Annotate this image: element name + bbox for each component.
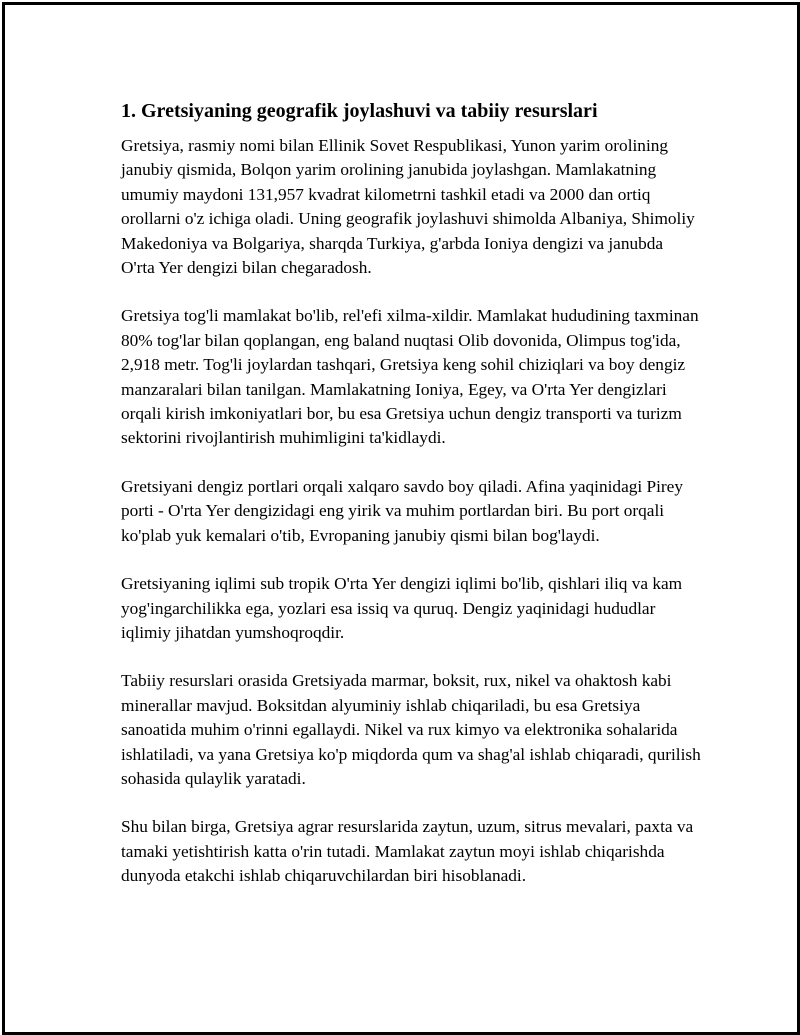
paragraph-climate: Gretsiyaning iqlimi sub tropik O'rta Yer dengizi iqlimi bo'lib, qishlari iliq va kam yog'ingarchilikka ega, yozlari esa issiq va quruq. Dengiz yaqinidagi hududlar iqlimiy jihatdan yumshoqroqdir.	[121, 574, 683, 642]
paragraph-minerals: Tabiiy resurslari orasida Gretsiyada marmar, boksit, rux, nikel va ohaktosh kabi minerallar mavjud. Boksitdan alyuminiy ishlab chiqariladi, bu esa Gretsiya sanoatida muhim o'rinni egallaydi. Nikel va rux kimyo va elektronika sohalarida ishlatiladi, va yana Gretsiya ko'p miqdorda qum va shag'al ishlab chiqaradi, qurilish sohasida qulaylik yaratadi.	[121, 671, 701, 788]
paragraph-ports: Gretsiyani dengiz portlari orqali xalqaro savdo boy qiladi. Afina yaqinidagi Pirey porti - O'rta Yer dengizidagi eng yirik va muhim portlardan biri. Bu port orqali ko'plab yuk kemalari o'tib, Evropaning janubiy qismi bilan bog'laydi.	[121, 476, 683, 545]
paragraph-relief: Gretsiya tog'li mamlakat bo'lib, rel'efi xilma-xildir. Mamlakat hududining taxminan 80% tog'lar bilan qoplangan, eng baland nuqtasi Olib dovonida, Olimpus tog'ida, 2,918 metr. Tog'li joylardan tashqari, Gretsiya keng sohil chiziqlari va boy dengiz manzaralari bilan tanilgan. Mamlakatning Ioniya, Egey, va O'rta Yer dengizlari orqali kirish imkoniyatlari bor, bu esa Gretsiya uchun dengiz transporti va turizm sektorini rivojlantirish muhimligini ta'kidlaydi.	[121, 306, 699, 448]
section-heading: 1. Gretsiyaning geografik joylashuvi va tabiiy resurslari	[121, 100, 598, 122]
paragraph-location: Gretsiya, rasmiy nomi bilan Ellinik Sovet Respublikasi, Yunon yarim orolining janubiy qismida, Bolqon yarim orolining janubida joylashgan. Mamlakatning umumiy maydoni 131,957 kvadrat kilometrni tashkil etadi va 2000 dan ortiq orollarni o'z ichiga oladi. Uning geografik joylashuvi shimolda Albaniya, Shimoliy Makedoniya va Bolgariya, sharqda Turkiya, g'arbda Ioniya dengizi va janubda O'rta Yer dengizi bilan chegaradosh.	[121, 136, 695, 278]
paragraph-agriculture: Shu bilan birga, Gretsiya agrar resurslarida zaytun, uzum, sitrus mevalari, paxta va tamaki yetishtirish katta o'rin tutadi. Mamlakat zaytun moyi ishlab chiqarishda dunyoda etakchi ishlab chiqaruvchilardan biri hisoblanadi.	[121, 817, 694, 886]
document-body	[121, 98, 701, 913]
page-frame	[2, 2, 800, 1035]
